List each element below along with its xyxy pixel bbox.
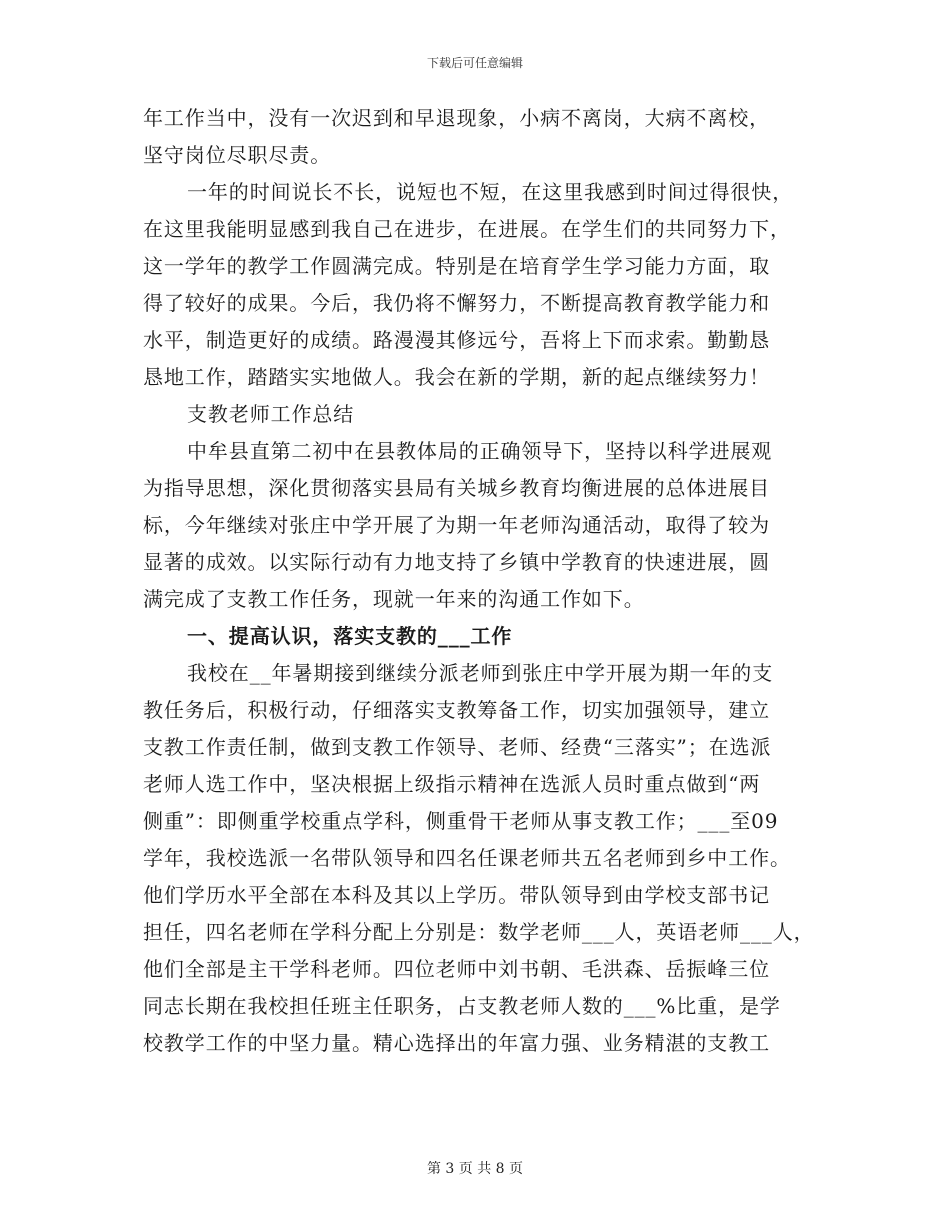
body-line: 这一学年的教学工作圆满完成。特别是在培育学生学习能力方面，取 [143, 254, 770, 278]
body-line: 教任务后，积极行动，仔细落实支教筹备工作，切实加强领导，建立 [143, 698, 770, 722]
body-line: 得了较好的成果。今后，我仍将不懈努力，不断提高教育教学能力和 [143, 291, 770, 315]
paragraph-start-line: 一年的时间说长不长，说短也不短，在这里我感到时间过得很快， [187, 180, 794, 204]
body-line: 满完成了支教工作任务，现就一年来的沟通工作如下。 [143, 587, 645, 611]
body-line: 年工作当中，没有一次迟到和早退现象，小病不离岗，大病不离校， [143, 106, 770, 130]
body-line: 学年，我校选派一名带队领导和四名任课老师共五名老师到乡中工作。 [143, 846, 791, 870]
body-line: 侧重”：即侧重学校重点学科，侧重骨干老师从事支教工作；___至09 [143, 809, 779, 833]
body-line: 水平，制造更好的成绩。路漫漫其修远兮，吾将上下而求索。勤勤恳 [143, 328, 770, 352]
body-line: 为指导思想，深化贯彻落实县局有关城乡教育均衡进展的总体进展目 [143, 476, 770, 500]
body-line: 他们学历水平全部在本科及其以上学历。带队领导到由学校支部书记 [143, 883, 770, 907]
body-line: 担任，四名老师在学科分配上分别是：数学老师___人，英语老师___人， [143, 920, 815, 944]
body-line: 坚守岗位尽职尽责。 [143, 143, 332, 167]
document-body [143, 100, 813, 1062]
page-header: 下载后可任意编辑 [426, 56, 523, 70]
body-line: 老师人选工作中，坚决根据上级指示精神在选派人员时重点做到“两 [143, 772, 761, 796]
paragraph-start-line: 中牟县直第二初中在县教体局的正确领导下，坚持以科学进展观 [187, 439, 773, 463]
paragraph-start-line: 我校在__年暑期接到继续分派老师到张庄中学开展为期一年的支 [187, 661, 774, 685]
body-line: 同志长期在我校担任班主任职务，占支教老师人数的___%比重，是学 [143, 994, 781, 1018]
body-line: 支教工作责任制，做到支教工作领导、老师、经费“三落实”；在选派 [143, 735, 772, 759]
page-footer: 第 3 页 共 8 页 [426, 1161, 524, 1177]
body-line: 校教学工作的中坚力量。精心选择出的年富力强、业务精湛的支教工 [143, 1031, 770, 1055]
body-line: 标，今年继续对张庄中学开展了为期一年老师沟通活动，取得了较为 [143, 513, 770, 537]
section-title: 支教老师工作总结 [187, 402, 355, 426]
body-line: 在这里我能明显感到我自己在进步，在进展。在学生们的共同努力下， [143, 217, 791, 241]
body-line: 显著的成效。以实际行动有力地支持了乡镇中学教育的快速进展，圆 [143, 550, 770, 574]
body-line: 他们全部是主干学科老师。四位老师中刘书朝、毛洪森、岳振峰三位 [143, 957, 770, 981]
body-line: 恳地工作，踏踏实实地做人。我会在新的学期，新的起点继续努力！ [143, 365, 770, 389]
section-heading: 一、提高认识，落实支教的___工作 [187, 624, 513, 648]
